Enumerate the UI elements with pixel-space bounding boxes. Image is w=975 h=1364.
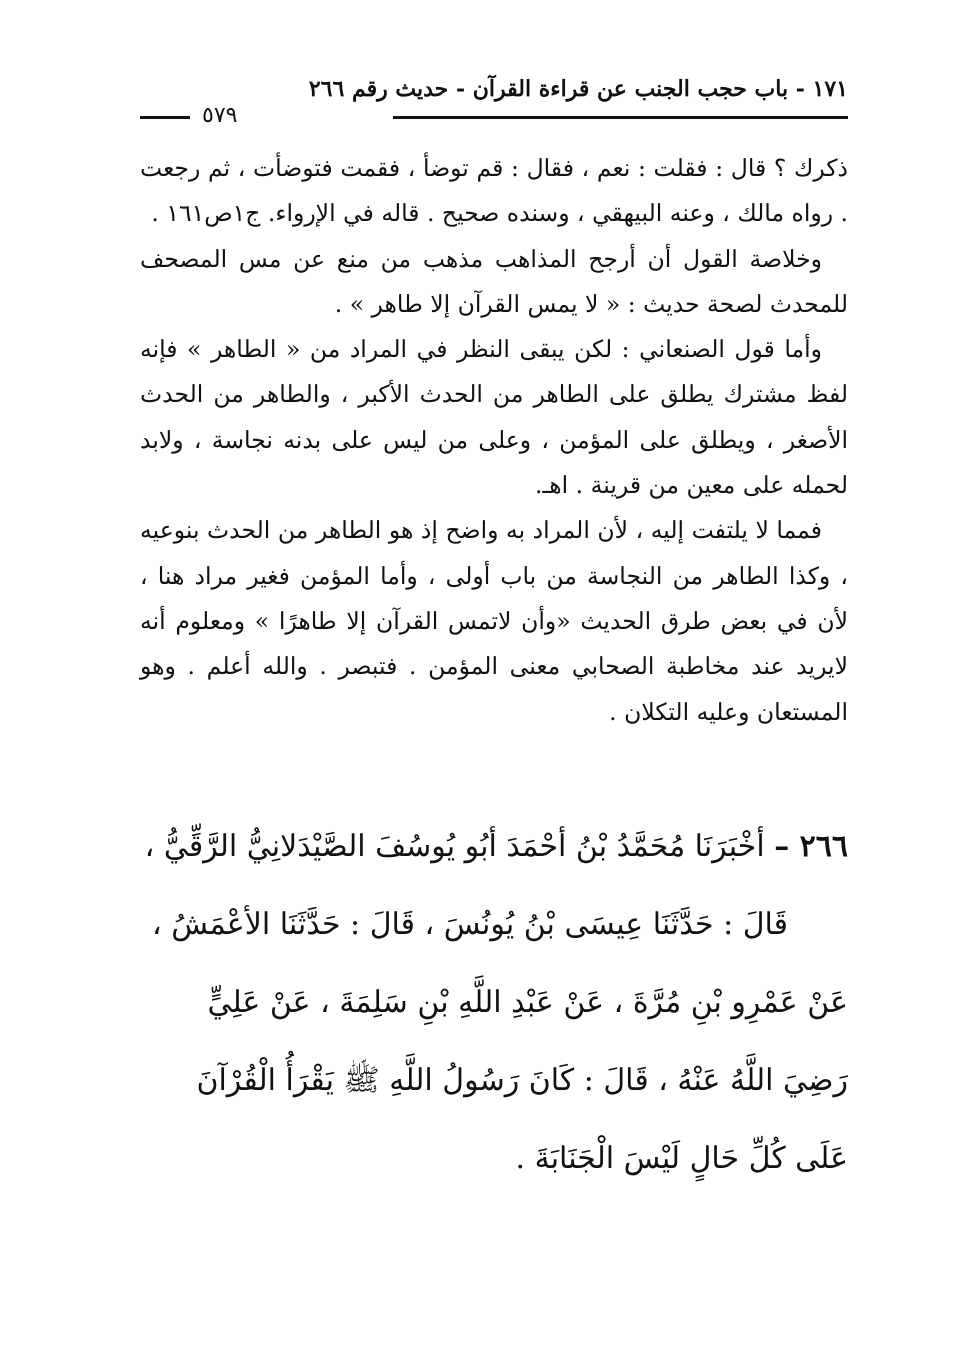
hadith-isnad: أخْبَرَنَا مُحَمَّدُ بْنُ أحْمَدَ أبُو يُوسُفَ الصَّيْدَلانِيُّ الرَّقِّيُّ ،	[144, 829, 765, 864]
page-number-rule	[140, 116, 190, 119]
hadith-line: رَضِيَ اللَّهُ عَنْهُ ، قَالَ : كَانَ رَسُولُ اللَّهِ ﷺ يَقْرَأُ الْقُرْآنَ	[196, 1063, 848, 1098]
hadith-line	[140, 808, 848, 886]
header-rule	[393, 116, 848, 119]
hadith-line: عَلَى كُلِّ حَالٍ لَيْسَ الْجَنَابَةَ .	[515, 1141, 848, 1176]
chapter-title: ١٧١ - باب حجب الجنب عن قراءة القرآن - حديث رقم ٢٦٦	[308, 76, 848, 102]
hadith-line: قَالَ : حَدَّثَنَا عِيسَى بْنُ يُونُسَ ، قَالَ : حَدَّثَنَا الأعْمَشُ ،	[152, 907, 788, 942]
commentary-paragraph: وأما قول الصنعاني : لكن يبقى النظر في المراد من « الطاهر » فإنه لفظ مشترك يطلق على الطاهر من الحدث الأكبر ، والطاهر من الحدث الأصغر ، ويطلق على المؤمن ، وعلى من ليس على بدنه نجاسة ، ولابد لحمله على معين من قرينة . اهـ.	[140, 335, 848, 500]
page-number: ٥٧٩	[202, 103, 238, 128]
commentary-text	[140, 146, 848, 735]
commentary-paragraph: فمما لا يلتفت إليه ، لأن المراد به واضح إذ هو الطاهر من الحدث بنوعيه ، وكذا الطاهر من النجاسة من باب أولى ، وأما المؤمن فغير مراد هنا ، لأن في بعض طرق الحديث «وأن لاتمس القرآن إلا طاهرًا » ومعلوم أنه لايريد عند مخاطبة الصحابي معنى المؤمن . فتبصر . والله أعلم . وهو المستعان وعليه التكلان .	[140, 516, 848, 726]
hadith-line: عَنْ عَمْرِو بْنِ مُرَّةَ ، عَنْ عَبْدِ اللَّهِ بْنِ سَلِمَةَ ، عَنْ عَلِيٍّ	[207, 985, 848, 1020]
page-header	[140, 70, 848, 130]
hadith-number: ٢٦٦ –	[774, 829, 848, 864]
hadith-text	[140, 808, 848, 1198]
commentary-paragraph: وخلاصة القول أن أرجح المذاهب مذهب من منع عن مس المصحف للمحدث لصحة حديث : « لا يمس القرآن إلا طاهر » .	[140, 244, 848, 318]
commentary-paragraph: ذكرك ؟ قال : فقلت : نعم ، فقال : قم توضأ ، فقمت فتوضأت ، ثم رجعت . رواه مالك ، وعنه البيهقي ، وسنده صحيح . قاله في الإرواء. ج١ص١٦١ .	[140, 154, 848, 228]
